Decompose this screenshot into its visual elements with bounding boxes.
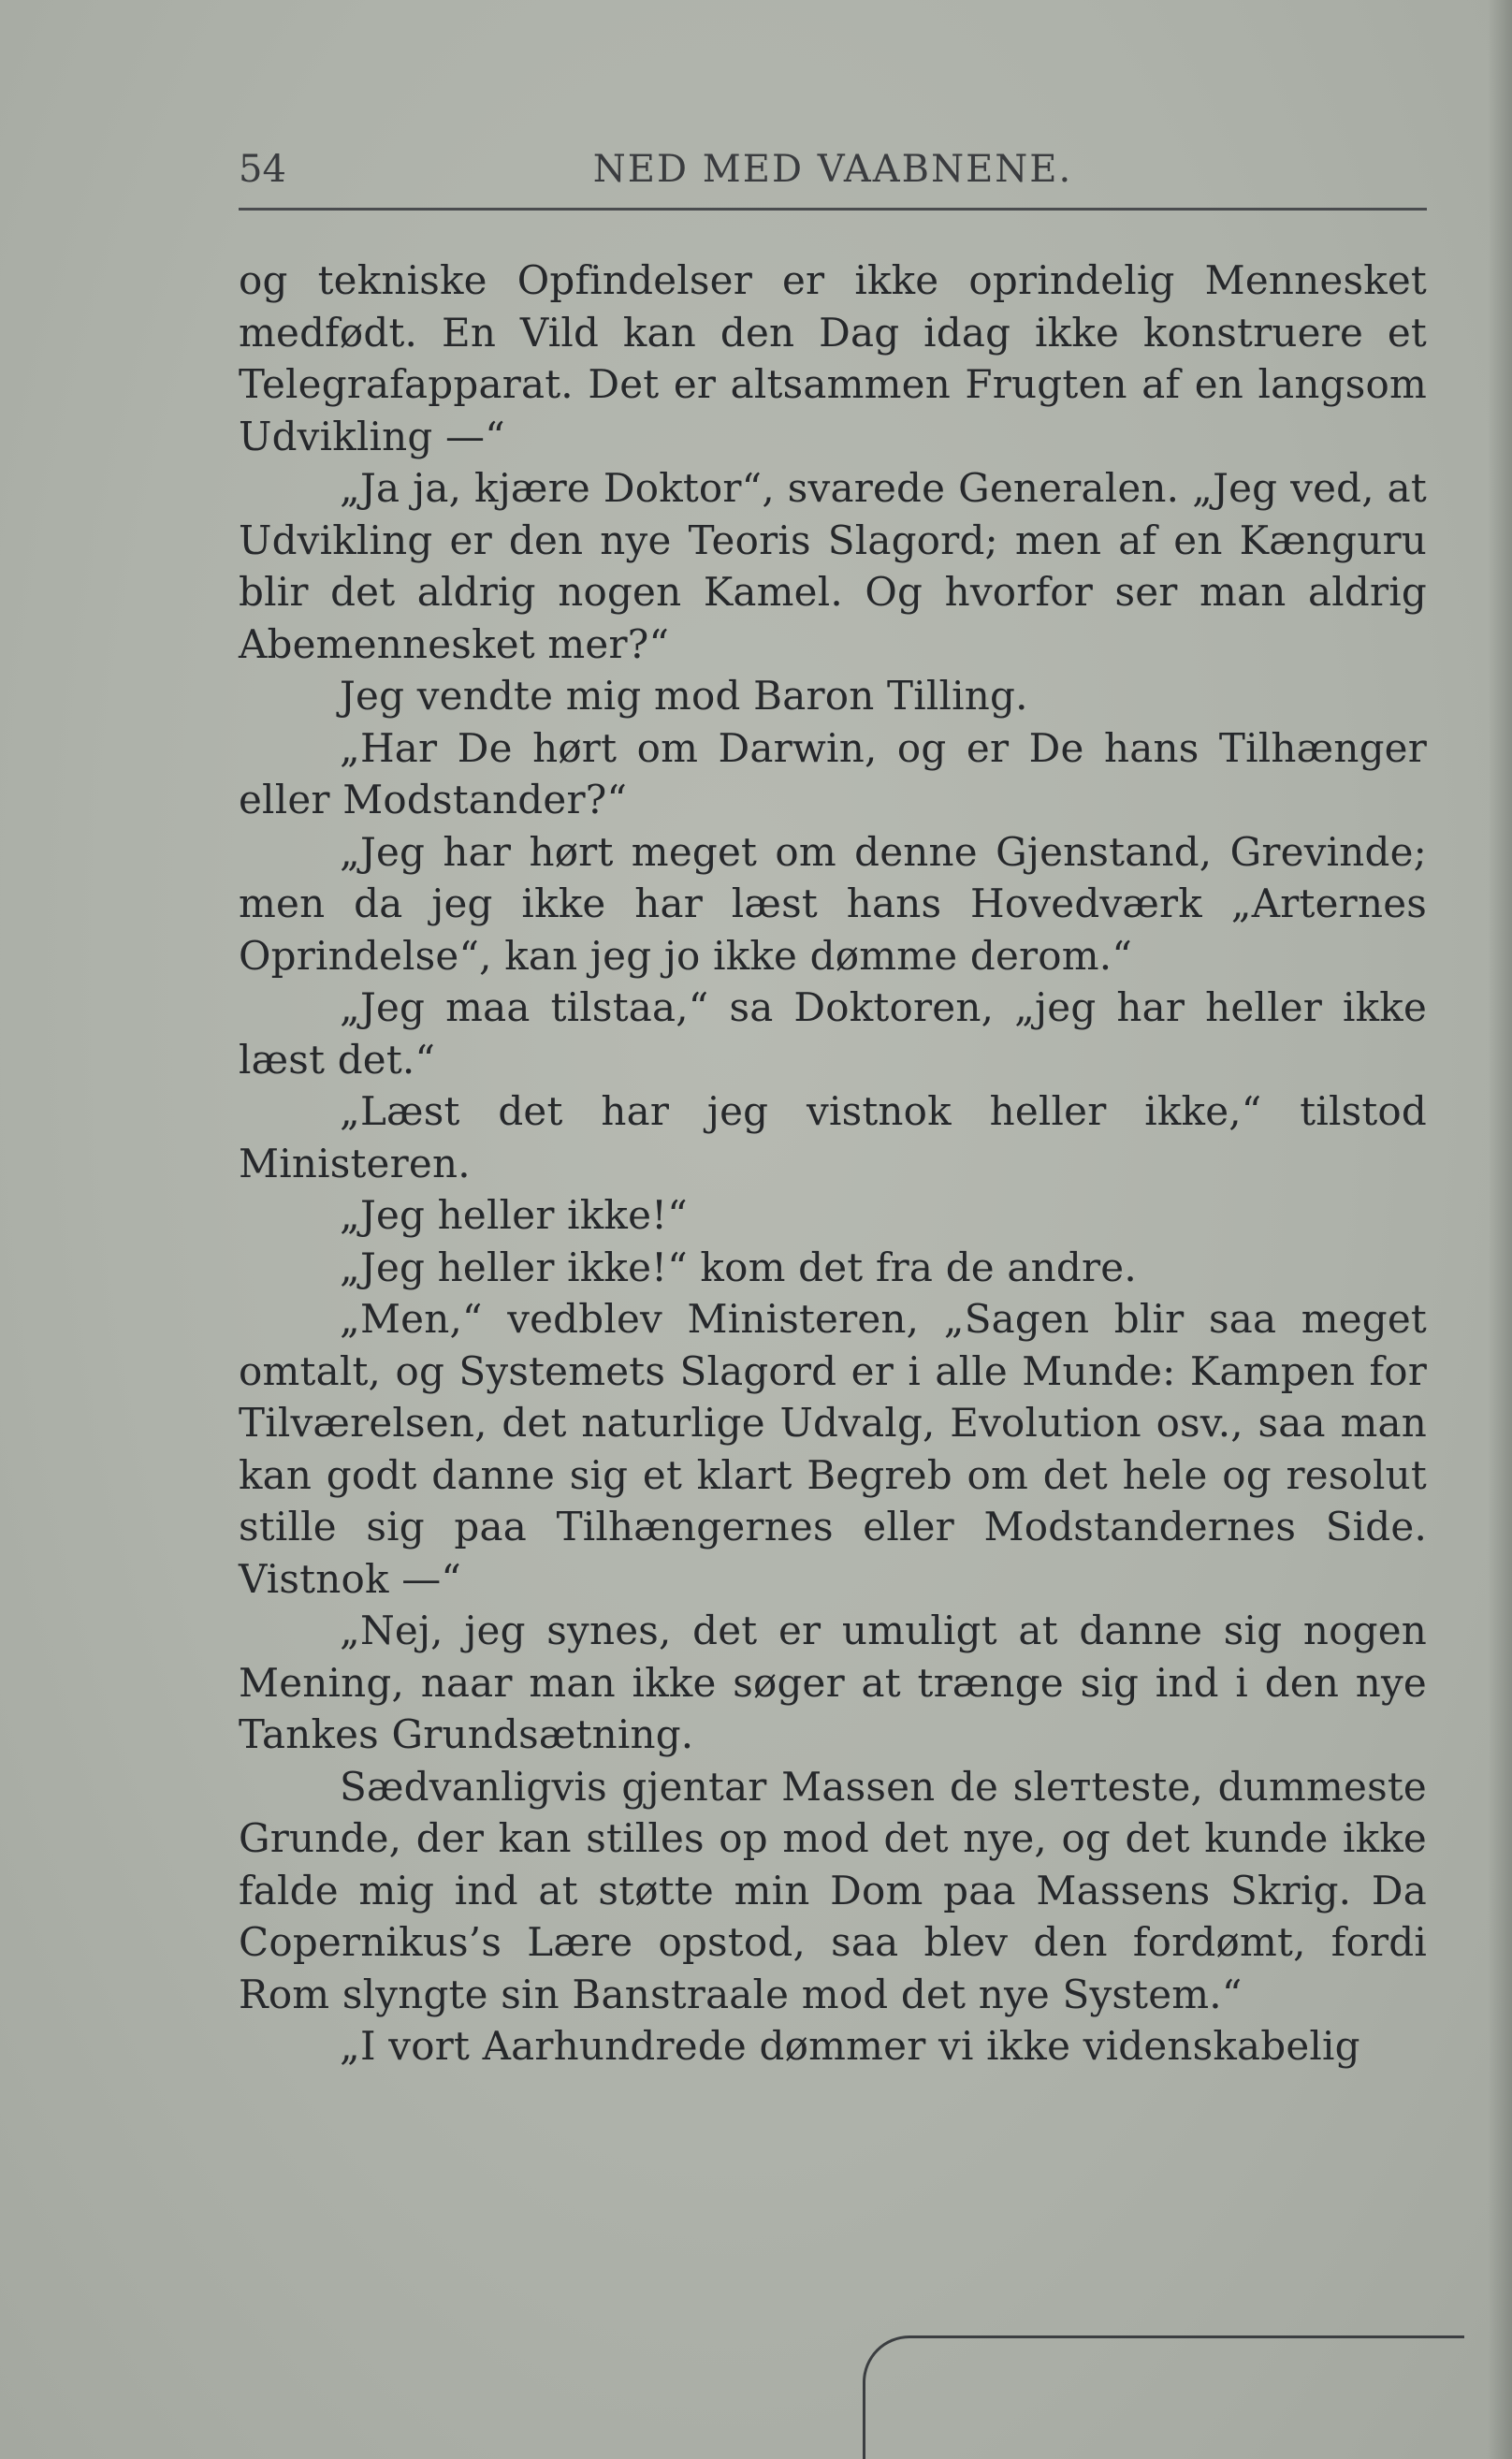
page-header — [239, 148, 1427, 204]
page-edge-shadow — [1488, 0, 1512, 2459]
paragraph: „Jeg heller ikke!“ — [340, 1192, 688, 1238]
paragraph: „Har De hørt om Darwin, og er De hans Tilhænger eller Modstander?“ — [239, 724, 1427, 822]
paragraph: „Jeg maa tilstaa,“ sa Doktoren, „jeg har heller ikke læst det.“ — [239, 984, 1427, 1083]
running-title: NED MED VAABNENE. — [592, 148, 1073, 191]
paragraph: „Ja ja, kjære Doktor“, svarede Generalen. „Jeg ved, at Udvikling er den nye Teoris Slagord; men af en Kænguru blir det aldrig nogen Kamel. Og hvorfor ser man aldrig Abemennesket mer?“ — [239, 465, 1427, 667]
paragraph: „Jeg har hørt meget om denne Gjenstand, Grevinde; men da jeg ikke har læst hans Hovedværk „Arternes Oprindelse“, kan jeg jo ikke dømme derom.“ — [239, 828, 1427, 979]
paragraph: „Nej, jeg synes, det er umuligt at danne sig nogen Mening, naar man ikke søger at trænge sig ind i den nye Tankes Grundsætning. — [239, 1608, 1427, 1757]
page-number: 54 — [239, 148, 286, 191]
body-text — [239, 255, 1427, 2073]
paragraph: „I vort Aarhundrede dømmer vi ikke videnskabelig — [340, 2023, 1360, 2069]
header-rule — [239, 208, 1427, 211]
paragraph: „Men,“ vedblev Ministeren, „Sagen blir saa meget omtalt, og Systemets Slagord er i alle Munde: Kampen for Tilværelsen, det naturlige Udvalg, Evolution osv., saa man kan godt danne sig et klart Begreb om det hele og resolut stille sig paa Tilhængernes eller Modstandernes Side. Vistnok —“ — [239, 1296, 1427, 1602]
paragraph: Jeg vendte mig mod Baron Tilling. — [340, 673, 1028, 719]
paragraph: og tekniske Opfindelser er ikke oprindelig Mennesket medfødt. En Vild kan den Dag idag ikke konstruere et Telegrafapparat. Det er altsammen Frugten af en langsom Udvikling —“ — [239, 257, 1427, 459]
paragraph: „Jeg heller ikke!“ kom det fra de andre. — [340, 1244, 1137, 1290]
paragraph: Sædvanligvis gjentar Massen de slетteste, dummeste Grunde, der kan stilles op mod det nye, og det kunde ikke falde mig ind at støtte min Dom paa Massens Skrig. Da Copernikus’s Lære opstod, saa blev den fordømt, fordi Rom slyngte sin Banstraale mod det nye System.“ — [239, 1763, 1427, 2017]
library-stamp-outline — [863, 2335, 1464, 2459]
paragraph: „Læst det har jeg vistnok heller ikke,“ tilstod Ministeren. — [239, 1088, 1427, 1186]
